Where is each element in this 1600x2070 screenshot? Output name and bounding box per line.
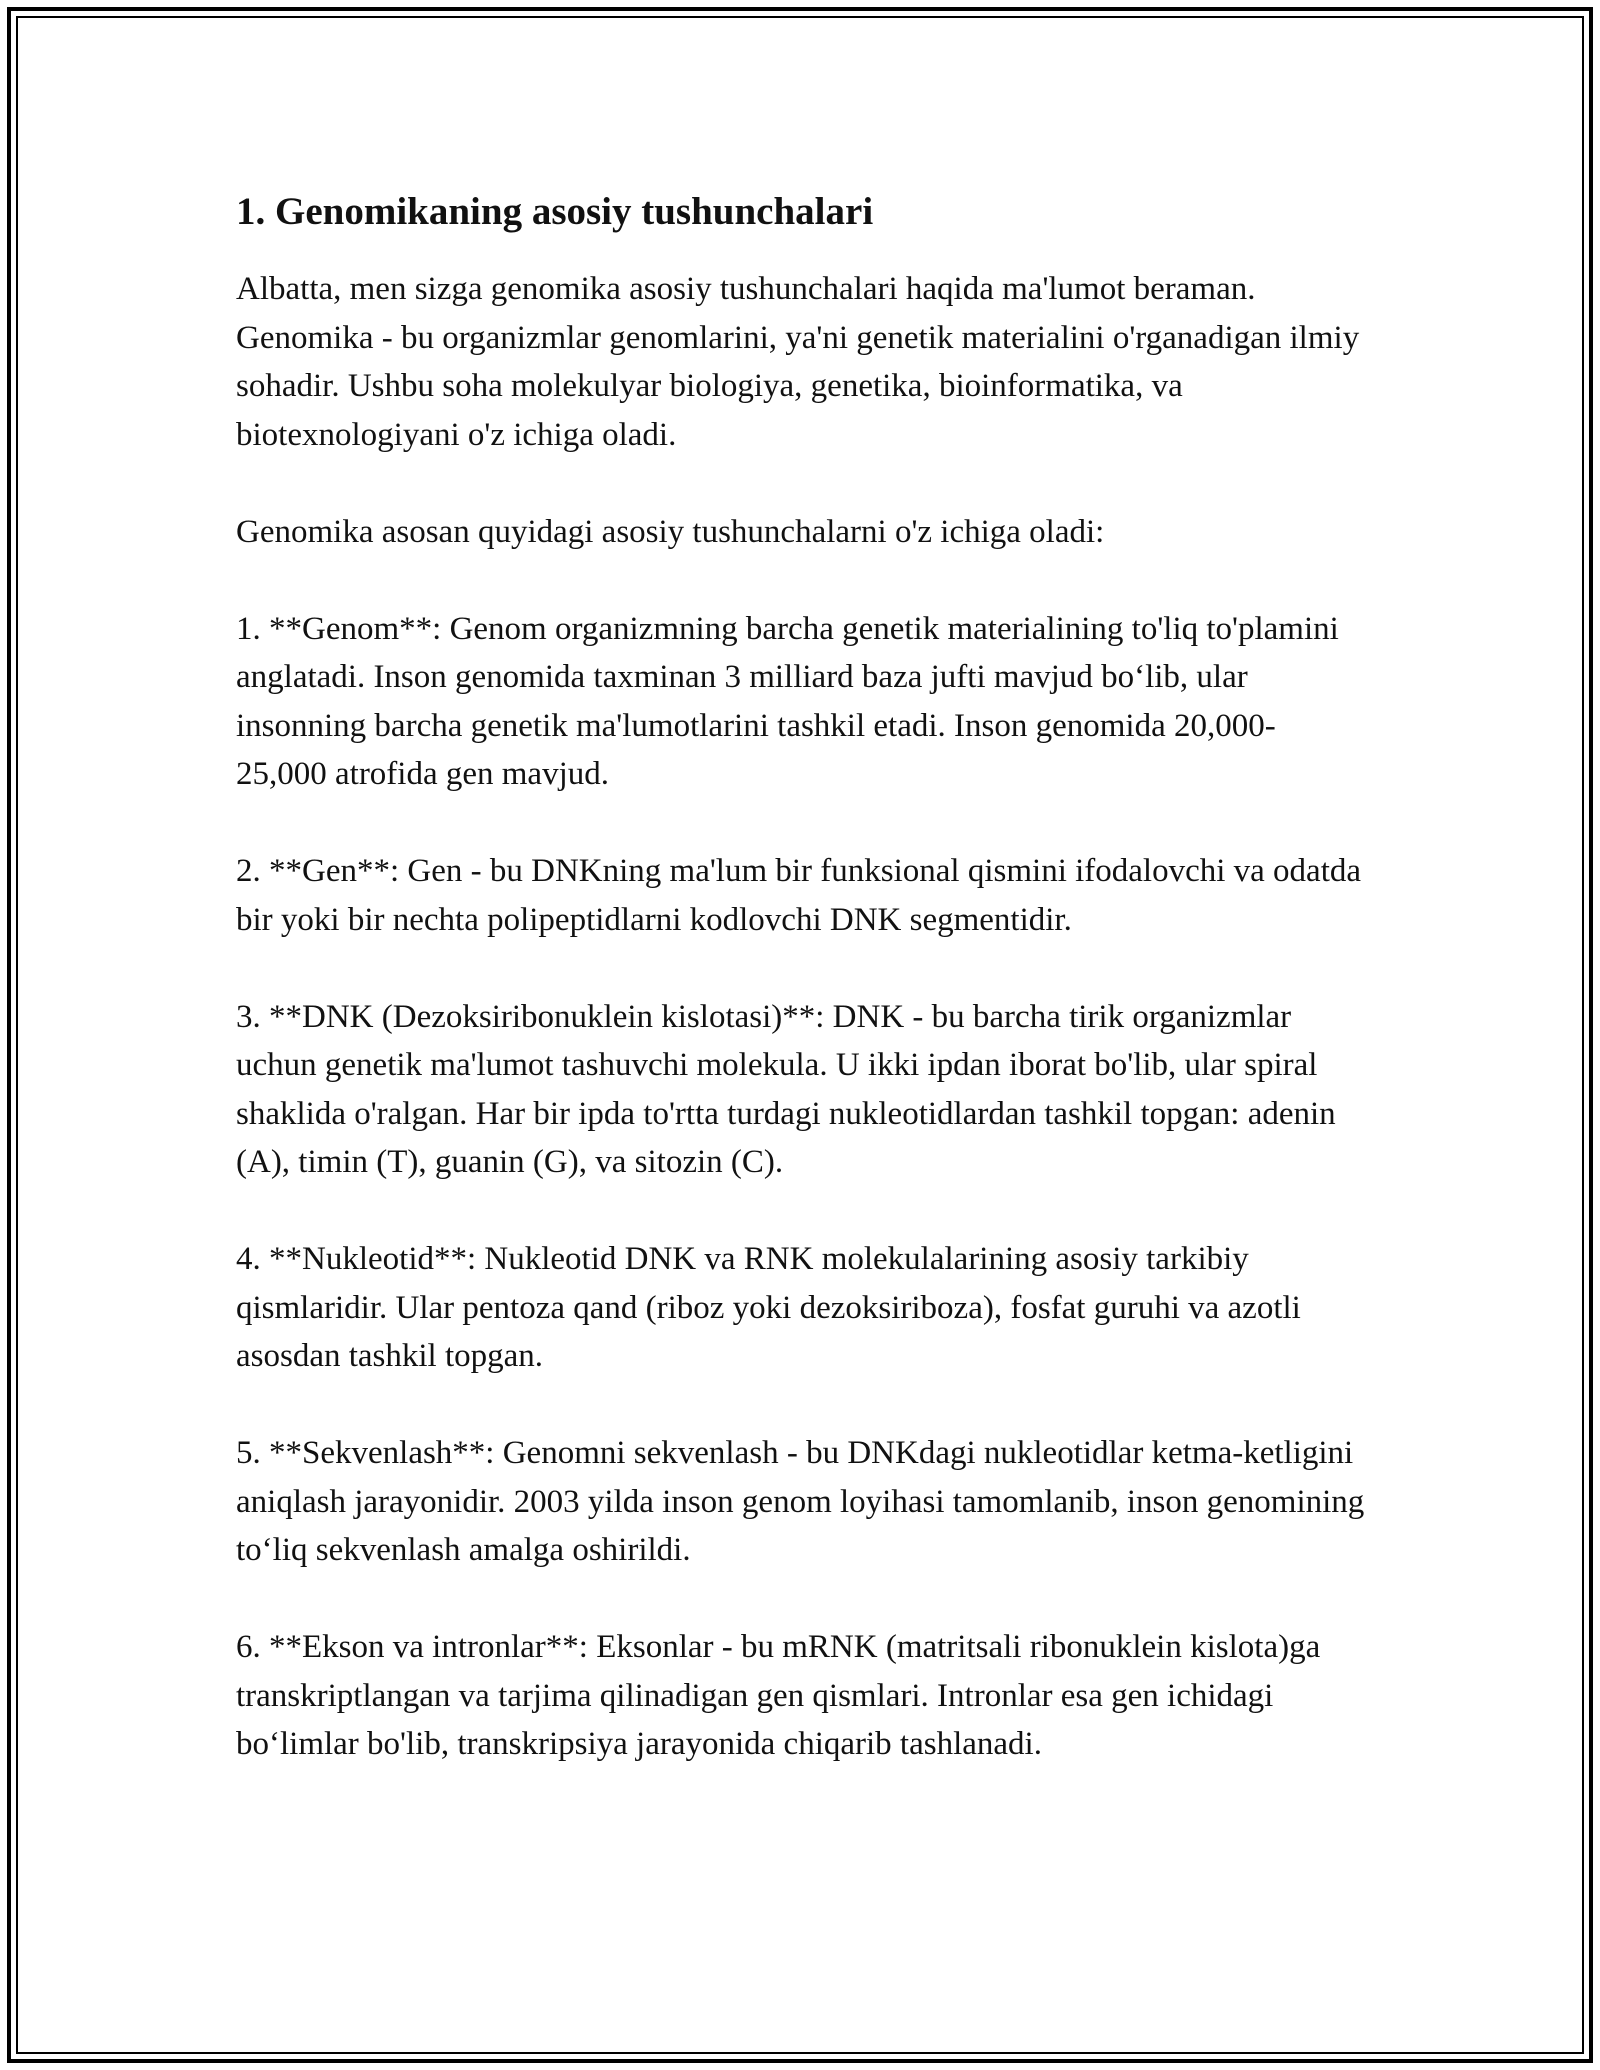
list-item-gen: 2. **Gen**: Gen - bu DNKning ma'lum bir funksional qismini ifodalovchi va odatda bir yoki bir nechta polipeptidlarni kodlovchi DNK segmentidir. [236, 853, 1362, 938]
list-item-ekson-intronlar: 6. **Ekson va intronlar**: Eksonlar - bu mRNK (matritsali ribonuklein kislota)ga transkriptlangan va tarjima qilinadigan gen qismlari. Intronlar esa gen ichidagi bo‘limlar bo'lib, transkripsiya jarayonida chiqarib tashlanadi. [236, 1629, 1321, 1762]
list-item-nukleotid: 4. **Nukleotid**: Nukleotid DNK va RNK molekulalarining asosiy tarkibiy qismlaridir. Ular pentoza qand (riboz yoki dezoksiriboza), fosfat guruhi va azotli asosdan tashkil topgan. [236, 1241, 1301, 1374]
section-title: 1. Genomikaning asosiy tushunchalari [236, 190, 874, 233]
list-item-genom: 1. **Genom**: Genom organizmning barcha genetik materialining to'liq to'plamini anglatadi. Inson genomida taxminan 3 milliard baza jufti mavjud bo‘lib, ular insonning barcha genetik ma'lumotlarini tashkil etadi. Inson genomida 20,000-25,000 atrofida gen mavjud. [236, 610, 1339, 792]
list-intro-paragraph: Genomika asosan quyidagi asosiy tushunchalarni o'z ichiga oladi: [236, 513, 1105, 550]
intro-paragraph: Albatta, men sizga genomika asosiy tushunchalari haqida ma'lumot beraman. Genomika - bu organizmlar genomlarini, ya'ni genetik materialini o'rganadigan ilmiy sohadir. Ushbu soha molekulyar biologiya, genetika, bioinformatika, va biotexnologiyani o'z ichiga oladi. [236, 271, 1360, 453]
list-item-sekvenlash: 5. **Sekvenlash**: Genomni sekvenlash - bu DNKdagi nukleotidlar ketma-ketligini aniqlash jarayonidir. 2003 yilda inson genom loyihasi tamomlanib, inson genomining to‘liq sekvenlash amalga oshirildi. [236, 1435, 1365, 1568]
document-body [236, 186, 1366, 1817]
list-item-dnk: 3. **DNK (Dezoksiribonuklein kislotasi)**: DNK - bu barcha tirik organizmlar uchun genetik ma'lumot tashuvchi molekula. U ikki ipdan iborat bo'lib, ular spiral shaklida o'ralgan. Har bir ipda to'rtta turdagi nukleotidlardan tashkil topgan: adenin (A), timin (T), guanin (G), va sitozin (C). [236, 998, 1336, 1180]
